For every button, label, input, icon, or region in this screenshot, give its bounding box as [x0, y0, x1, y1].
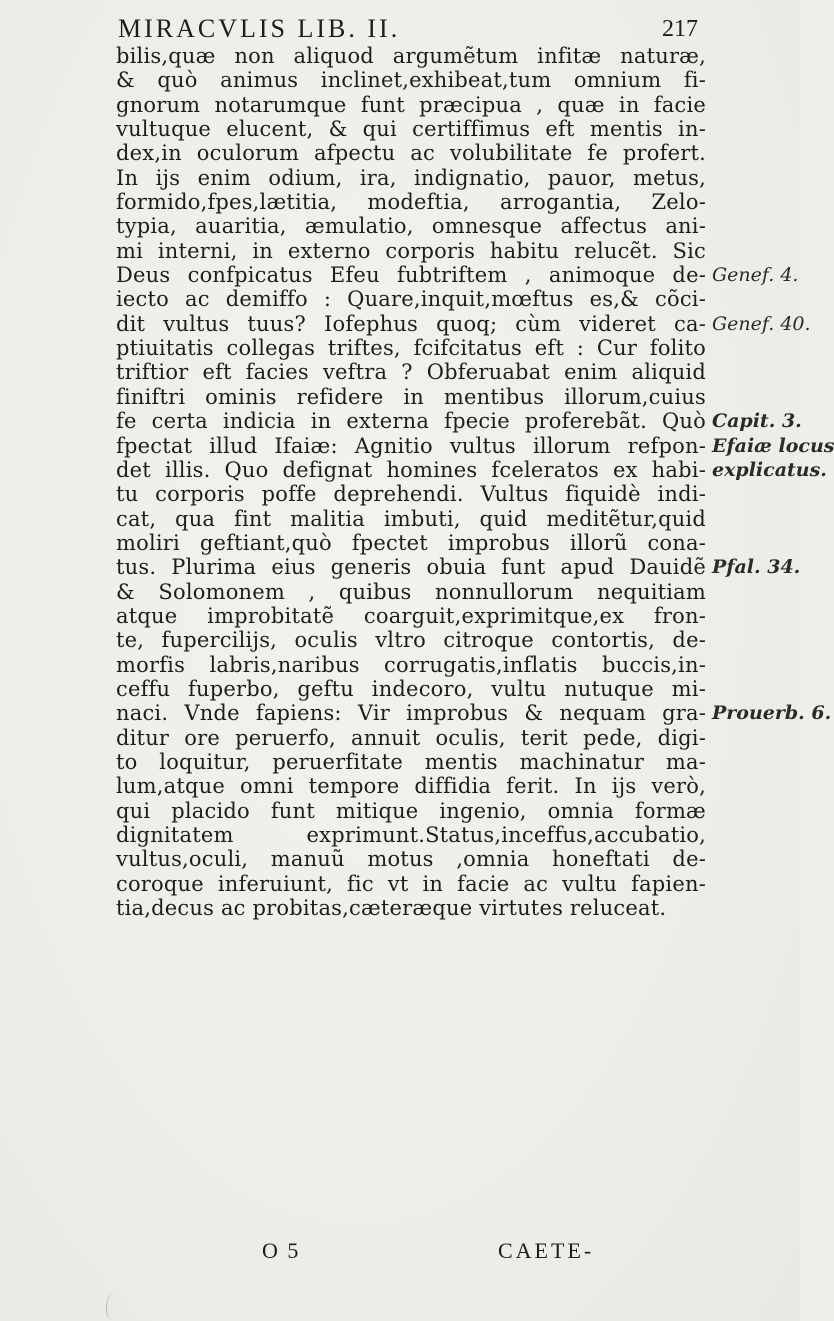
text-line: mi interni, in externo corporis habitu relucẽt. Sic: [116, 238, 706, 263]
text-line: naci. Vnde fapiens: Vir improbus & nequam gra-: [116, 701, 706, 726]
marginal-note: Capit. 3.: [712, 410, 802, 433]
text-line: cat, qua fint malitia imbuti, quid meditẽtur,quid: [116, 506, 706, 531]
main-text-block: [116, 44, 706, 920]
text-line: & Solomonem , quibus nonnullorum nequitiam: [116, 579, 706, 604]
marginal-note: Efaiæ locus: [712, 434, 834, 457]
text-line: In ijs enim odium, ira, indignatio, pauor, metus,: [116, 165, 706, 190]
marginal-note: Pfal. 34.: [712, 556, 801, 579]
text-line: qui placido funt mitique ingenio, omnia formæ: [116, 798, 706, 823]
text-line: finiftri ominis refidere in mentibus illorum,cuius: [116, 384, 706, 409]
text-line: dit vultus tuus? Iofephus quoq; cùm videret ca-: [116, 311, 706, 336]
text-line: vultus,oculi, manuũ motus ,omnia honeftati de-: [116, 847, 706, 872]
text-line: Deus confpicatus Efeu fubtriftem , animoque de-: [116, 263, 706, 288]
text-line: atque improbitatẽ coarguit,exprimitque,ex fron-: [116, 603, 706, 628]
text-line: dignitatem exprimunt.Status,inceffus,accubatio,: [116, 823, 706, 847]
text-line: det illis. Quo defignat homines fceleratos ex habi-: [116, 457, 706, 482]
signature-mark: O 5: [262, 1238, 301, 1263]
text-line: coroque inferuiunt, fic vt in facie ac vultu fapien-: [116, 871, 706, 896]
marginal-note: Genef. 4.: [712, 264, 799, 287]
text-line: moliri geftiant,quò fpectet improbus illorũ cona-: [116, 530, 706, 555]
marginal-note: explicatus.: [712, 458, 827, 481]
text-line: formido,fpes,lætitia, modeftia, arrogantia, Zelo-: [116, 190, 706, 215]
text-line: tus. Plurima eius generis obuia funt apud Dauidẽ: [116, 555, 706, 580]
paper-mark: [106, 1292, 121, 1320]
text-line: fpectat illud Ifaiæ: Agnitio vultus illorum refpon-: [116, 433, 706, 458]
running-title: MIRACVLIS LIB. II.: [118, 14, 401, 43]
text-line: ptiuitatis collegas triftes, fcifcitatus eft : Cur folito: [116, 336, 706, 361]
text-line: ceffu fuperbo, geftu indecoro, vultu nutuque mi-: [116, 676, 706, 701]
text-line: ditur ore peruerfo, annuit oculis, terit pede, digi-: [116, 725, 706, 750]
text-line: fe certa indicia in externa fpecie proferebãt. Quò: [116, 409, 706, 434]
text-line: vultuque elucent, & qui certiffimus eft mentis in-: [116, 117, 706, 142]
marginal-note: Genef. 40.: [712, 312, 811, 335]
text-line: typia, auaritia, æmulatio, omnesque affectus ani-: [116, 214, 706, 239]
text-line: triftior eft facies veftra ? Obferuabat enim aliquid: [116, 360, 706, 385]
page-number: 217: [662, 16, 698, 42]
text-line: morfis labris,naribus corrugatis,inflatis buccis,in-: [116, 652, 706, 677]
page-header: [118, 14, 698, 48]
catchword: CAETE-: [498, 1238, 595, 1263]
marginal-note: Prouerb. 6.: [712, 702, 832, 725]
text-line: te, fupercilijs, oculis vltro citroque contortis, de-: [116, 628, 706, 653]
text-line: lum,atque omni tempore diffidia ferit. In ijs verò,: [116, 774, 706, 799]
text-line: gnorum notarumque funt præcipua , quæ in facie: [116, 92, 706, 117]
text-line: dex,in oculorum afpectu ac volubilitate fe profert.: [116, 141, 706, 166]
text-line: tia,decus ac probitas,cæteræque virtutes reluceat.: [116, 896, 667, 921]
text-line: bilis,quæ non aliquod argumẽtum infitæ naturæ,: [116, 44, 706, 68]
text-line: to loquitur, peruerfitate mentis machinatur ma-: [116, 749, 706, 774]
text-line: tu corporis poffe deprehendi. Vultus fiquidè indi-: [116, 482, 706, 507]
text-line: & quò animus inclinet,exhibeat,tum omnium fi-: [116, 68, 706, 93]
text-line: iecto ac demiffo : Quare,inquit,mœftus es,& cõci-: [116, 287, 706, 312]
